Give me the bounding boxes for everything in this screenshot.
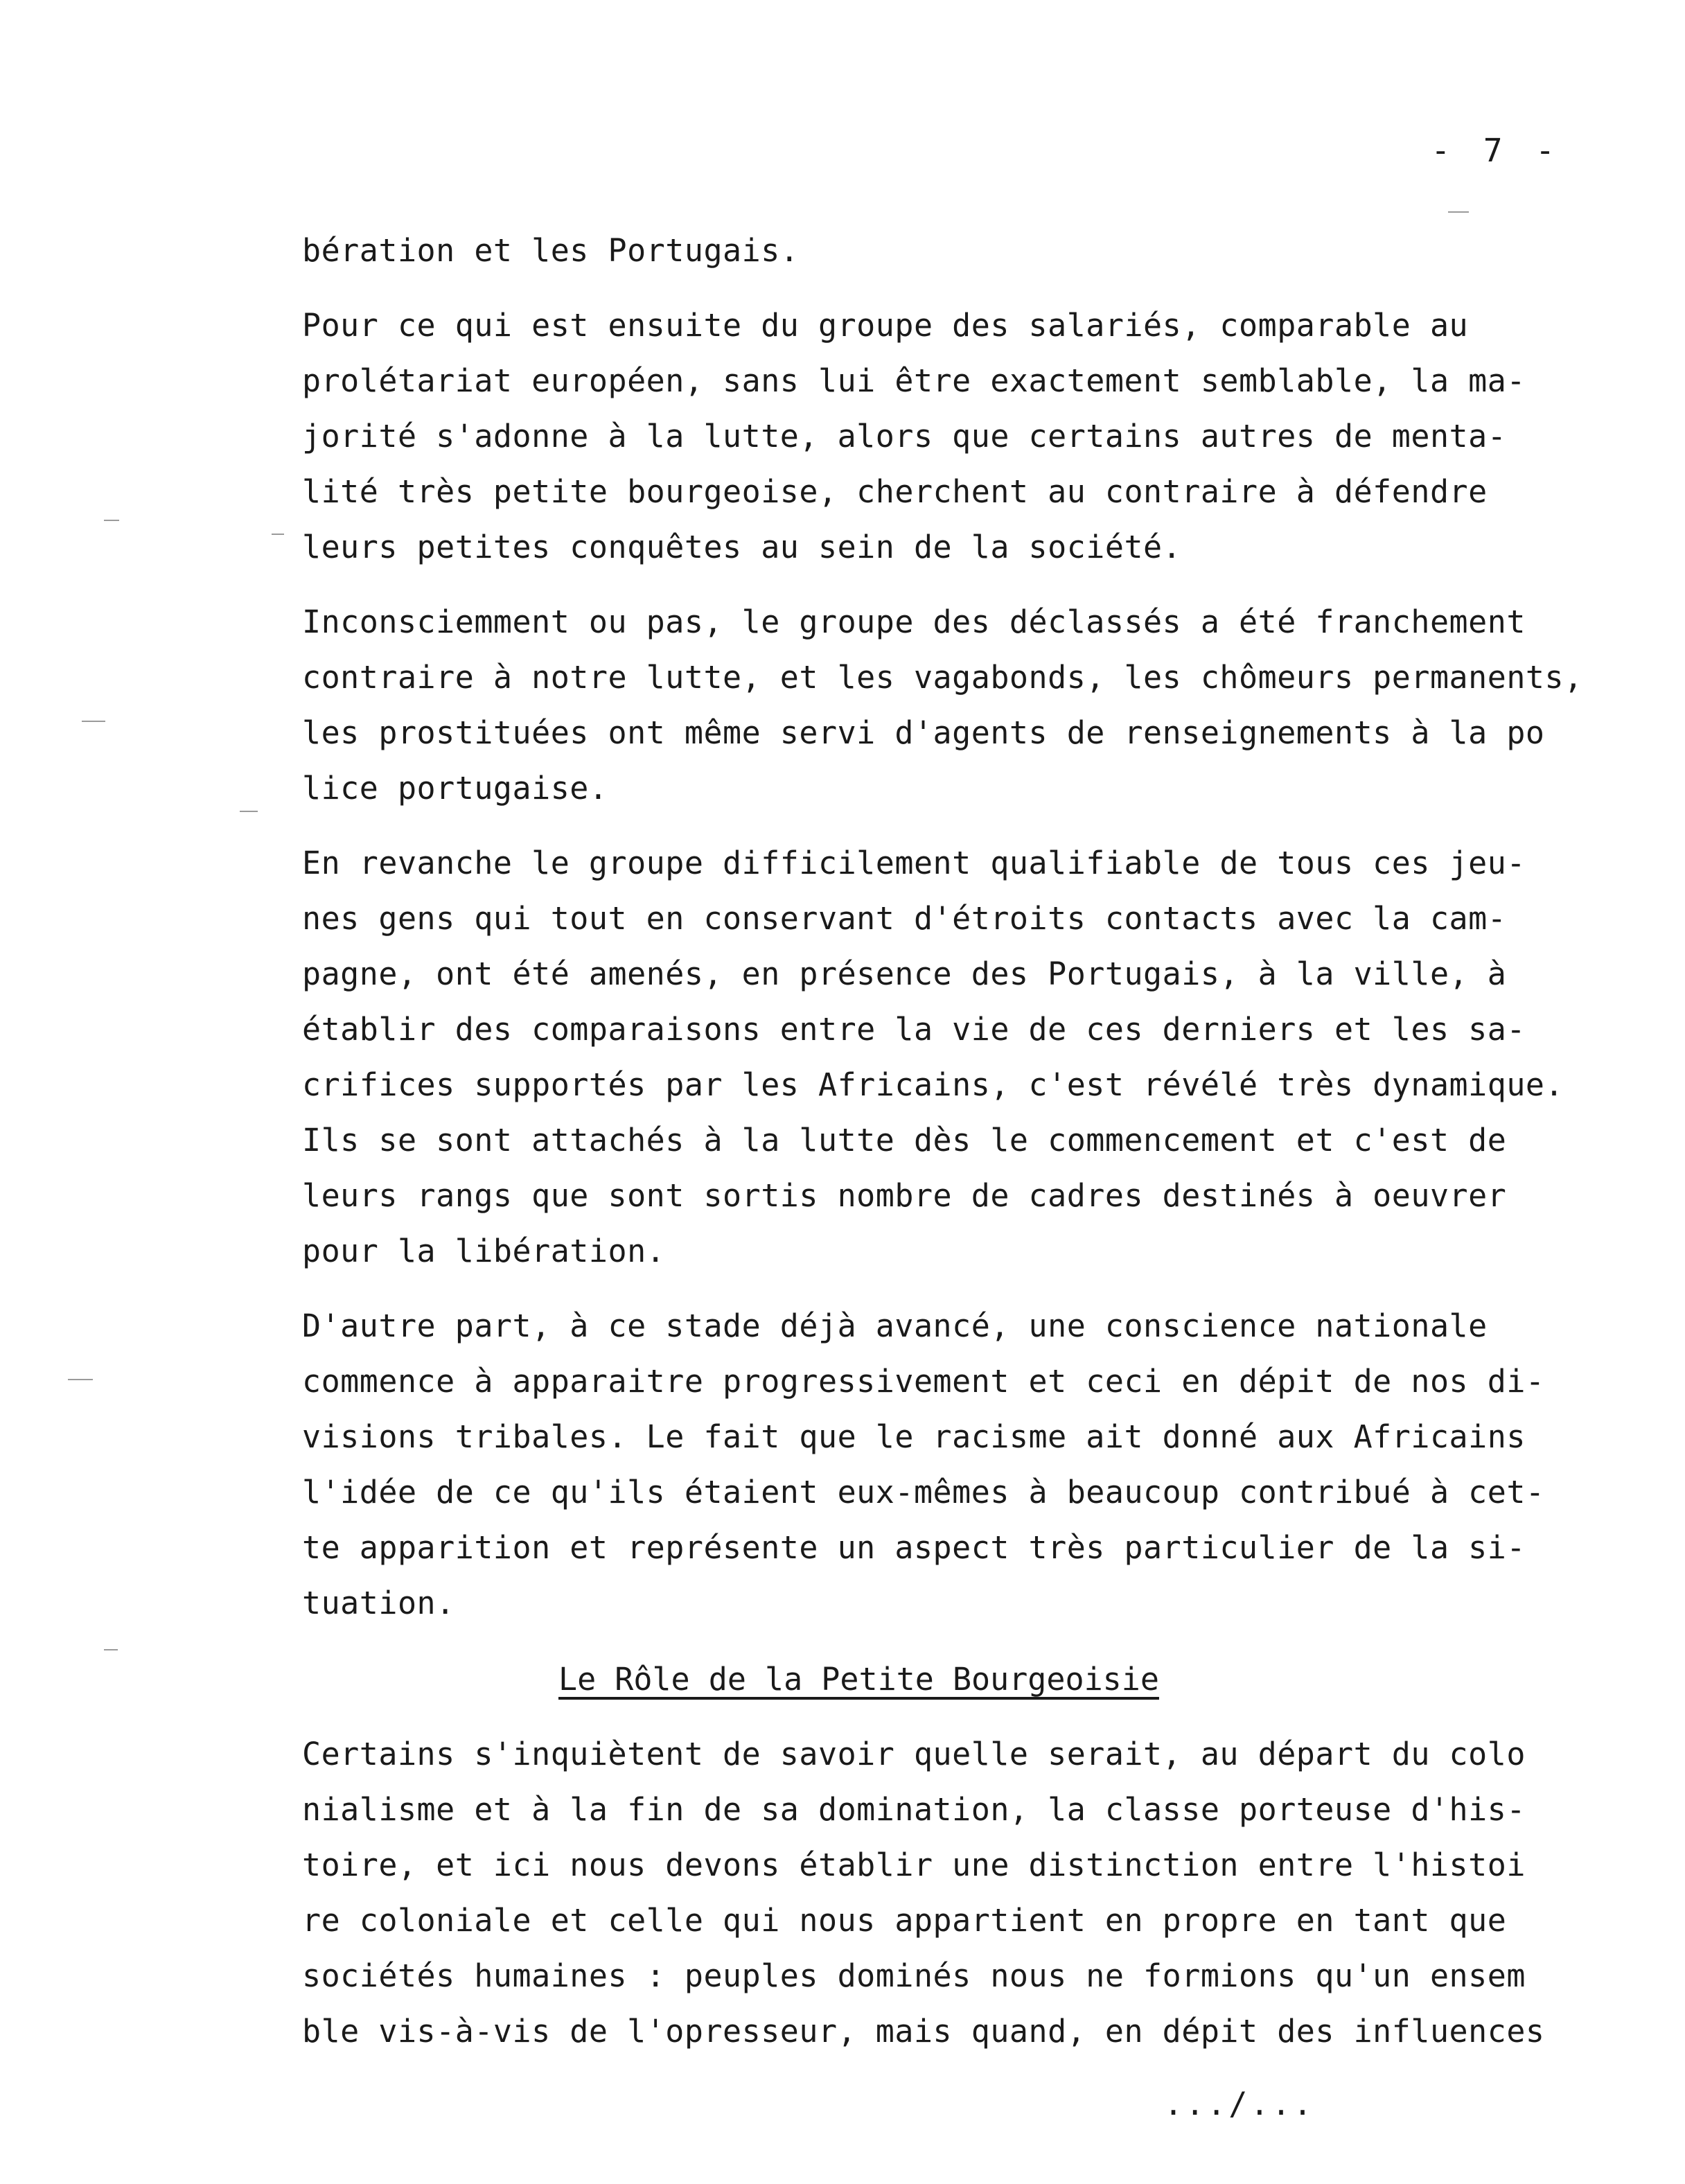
paragraph-2	[302, 298, 1632, 575]
text-line: te apparition et représente un aspect très particulier de la si-	[302, 1529, 1526, 1566]
text-line: bération et les Portugais.	[302, 232, 800, 269]
text-line: tuation.	[302, 1585, 455, 1621]
text-line: établir des comparaisons entre la vie de ces derniers et les sa-	[302, 1011, 1526, 1048]
text-line: jorité s'adonne à la lutte, alors que certains autres de menta-	[302, 418, 1507, 455]
margin-mark	[272, 534, 284, 535]
page-number: - 7 -	[1431, 132, 1562, 169]
text-line: Inconsciemment ou pas, le groupe des déclassés a été franchement	[302, 604, 1526, 640]
margin-mark	[68, 1379, 93, 1380]
text-line: crifices supportés par les Africains, c'est révélé très dynamique.	[302, 1066, 1564, 1103]
section-heading: Le Rôle de la Petite Bourgeoisie	[558, 1661, 1159, 1698]
text-line: nialisme et à la fin de sa domination, la classe porteuse d'his-	[302, 1791, 1526, 1828]
text-line: contraire à notre lutte, et les vagabonds, les chômeurs permanents,	[302, 659, 1583, 696]
text-line: D'autre part, à ce stade déjà avancé, une conscience nationale	[302, 1307, 1488, 1344]
paragraph-3	[302, 595, 1632, 816]
text-line: toire, et ici nous devons établir une distinction entre l'histoi	[302, 1847, 1526, 1883]
text-line: En revanche le groupe difficilement qualifiable de tous ces jeu-	[302, 845, 1526, 881]
body-text	[302, 223, 1632, 2079]
paragraph-5	[302, 1298, 1632, 1631]
margin-mark	[104, 1649, 118, 1650]
text-line: lité très petite bourgeoise, cherchent au contraire à défendre	[302, 473, 1488, 510]
text-line: Certains s'inquiètent de savoir quelle serait, au départ du colo	[302, 1736, 1526, 1772]
text-line: Pour ce qui est ensuite du groupe des salariés, comparable au	[302, 307, 1469, 344]
text-line: visions tribales. Le fait que le racisme ait donné aux Africains	[302, 1418, 1526, 1455]
text-line: leurs petites conquêtes au sein de la société.	[302, 529, 1182, 565]
text-line: lice portugaise.	[302, 770, 608, 807]
text-line: re coloniale et celle qui nous appartient en propre en tant que	[302, 1902, 1507, 1939]
text-line: l'idée de ce qu'ils étaient eux-mêmes à beaucoup contribué à cet-	[302, 1474, 1545, 1511]
text-line: ble vis-à-vis de l'opresseur, mais quand, en dépit des influences	[302, 2013, 1545, 2050]
text-line: leurs rangs que sont sortis nombre de cadres destinés à oeuvrer	[302, 1177, 1507, 1214]
margin-mark	[240, 811, 258, 812]
paragraph-4	[302, 836, 1632, 1279]
text-line: sociétés humaines : peuples dominés nous ne formions qu'un ensem	[302, 1957, 1526, 1994]
text-line: pour la libération.	[302, 1233, 666, 1269]
text-line: prolétariat européen, sans lui être exactement semblable, la ma-	[302, 362, 1526, 399]
text-line: pagne, ont été amenés, en présence des Portugais, à la ville, à	[302, 956, 1507, 992]
margin-mark	[1448, 211, 1469, 213]
text-line: nes gens qui tout en conservant d'étroits contacts avec la cam-	[302, 900, 1507, 937]
text-line: les prostituées ont même servi d'agents de renseignements à la po	[302, 714, 1545, 751]
section-paragraph	[302, 1727, 1632, 2059]
margin-mark	[82, 721, 105, 722]
continuation-mark: .../...	[1164, 2086, 1315, 2122]
margin-mark	[104, 520, 119, 521]
text-line: Ils se sont attachés à la lutte dès le commencement et c'est de	[302, 1122, 1507, 1159]
paragraph-1	[302, 223, 1632, 279]
text-line: commence à apparaitre progressivement et ceci en dépit de nos di-	[302, 1363, 1545, 1400]
